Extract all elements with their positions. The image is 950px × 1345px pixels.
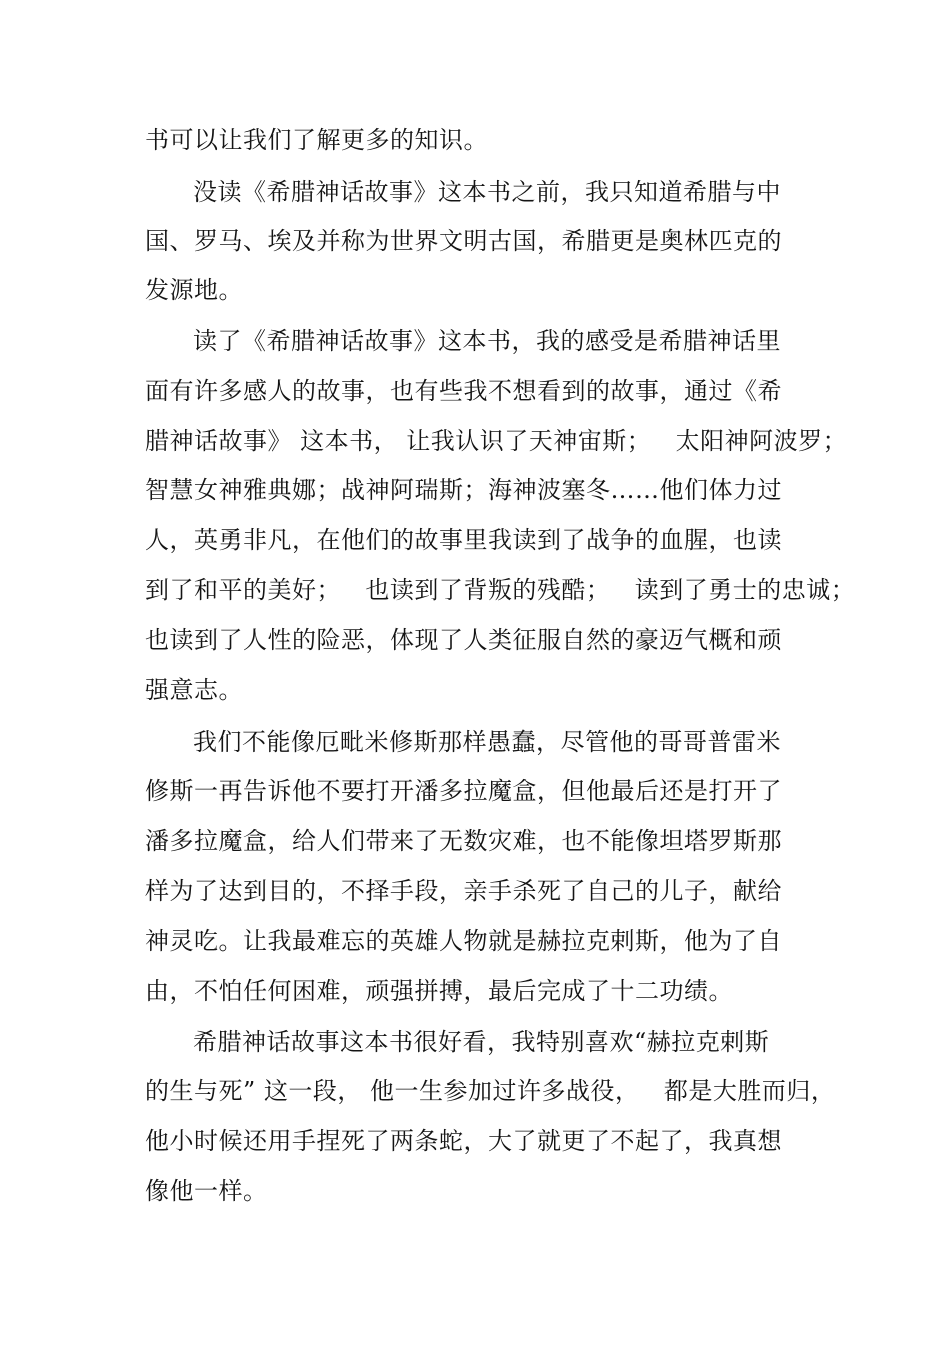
text-line: 人，英勇非凡，在他们的故事里我读到了战争的血腥，也读: [145, 526, 782, 554]
paragraph-first-line: 我们不能像厄毗米修斯那样愚蠢，尽管他的哥哥普雷米: [193, 728, 781, 756]
paragraph-first-line: 没读《希腊神话故事》这本书之前，我只知道希腊与中: [193, 178, 781, 206]
text-line: 国、罗马、埃及并称为世界文明古国，希腊更是奥林匹克的: [145, 227, 782, 255]
paragraph-first-line: 读了《希腊神话故事》这本书，我的感受是希腊神话里: [193, 327, 781, 355]
text-line: 样为了达到目的，不择手段，亲手杀死了自己的儿子，献给: [145, 877, 782, 905]
text-line: 的生与死” 这一段， 他一生参加过许多战役， 都是大胜而归，: [145, 1077, 836, 1105]
text-line: 到了和平的美好； 也读到了背叛的残酷； 读到了勇士的忠诚；: [145, 576, 856, 604]
paragraph-first-line: 希腊神话故事这本书很好看，我特别喜欢“赫拉克剌斯: [193, 1028, 770, 1056]
text-line: 也读到了人性的险恶，体现了人类征服自然的豪迈气概和顽: [145, 626, 782, 654]
text-line: 神灵吃。让我最难忘的英雄人物就是赫拉克剌斯，他为了自: [145, 927, 782, 955]
text-line: 智慧女神雅典娜；战神阿瑞斯；海神波塞冬……他们体力过: [145, 476, 782, 504]
text-line: 发源地。: [145, 276, 243, 304]
text-line: 潘多拉魔盒，给人们带来了无数灾难，也不能像坦塔罗斯那: [145, 827, 782, 855]
text-line: 面有许多感人的故事，也有些我不想看到的故事，通过《希: [145, 377, 782, 405]
text-line: 像他一样。: [145, 1177, 268, 1205]
text-line: 腊神话故事》 这本书， 让我认识了天神宙斯； 太阳神阿波罗；: [145, 427, 848, 455]
text-line: 修斯一再告诉他不要打开潘多拉魔盒，但他最后还是打开了: [145, 777, 782, 805]
text-line: 他小时候还用手捏死了两条蛇，大了就更了不起了，我真想: [145, 1127, 782, 1155]
text-line: 书可以让我们了解更多的知识。: [145, 126, 488, 154]
text-line: 强意志。: [145, 676, 243, 704]
text-line: 由，不怕任何困难，顽强拼搏，最后完成了十二功绩。: [145, 977, 733, 1005]
